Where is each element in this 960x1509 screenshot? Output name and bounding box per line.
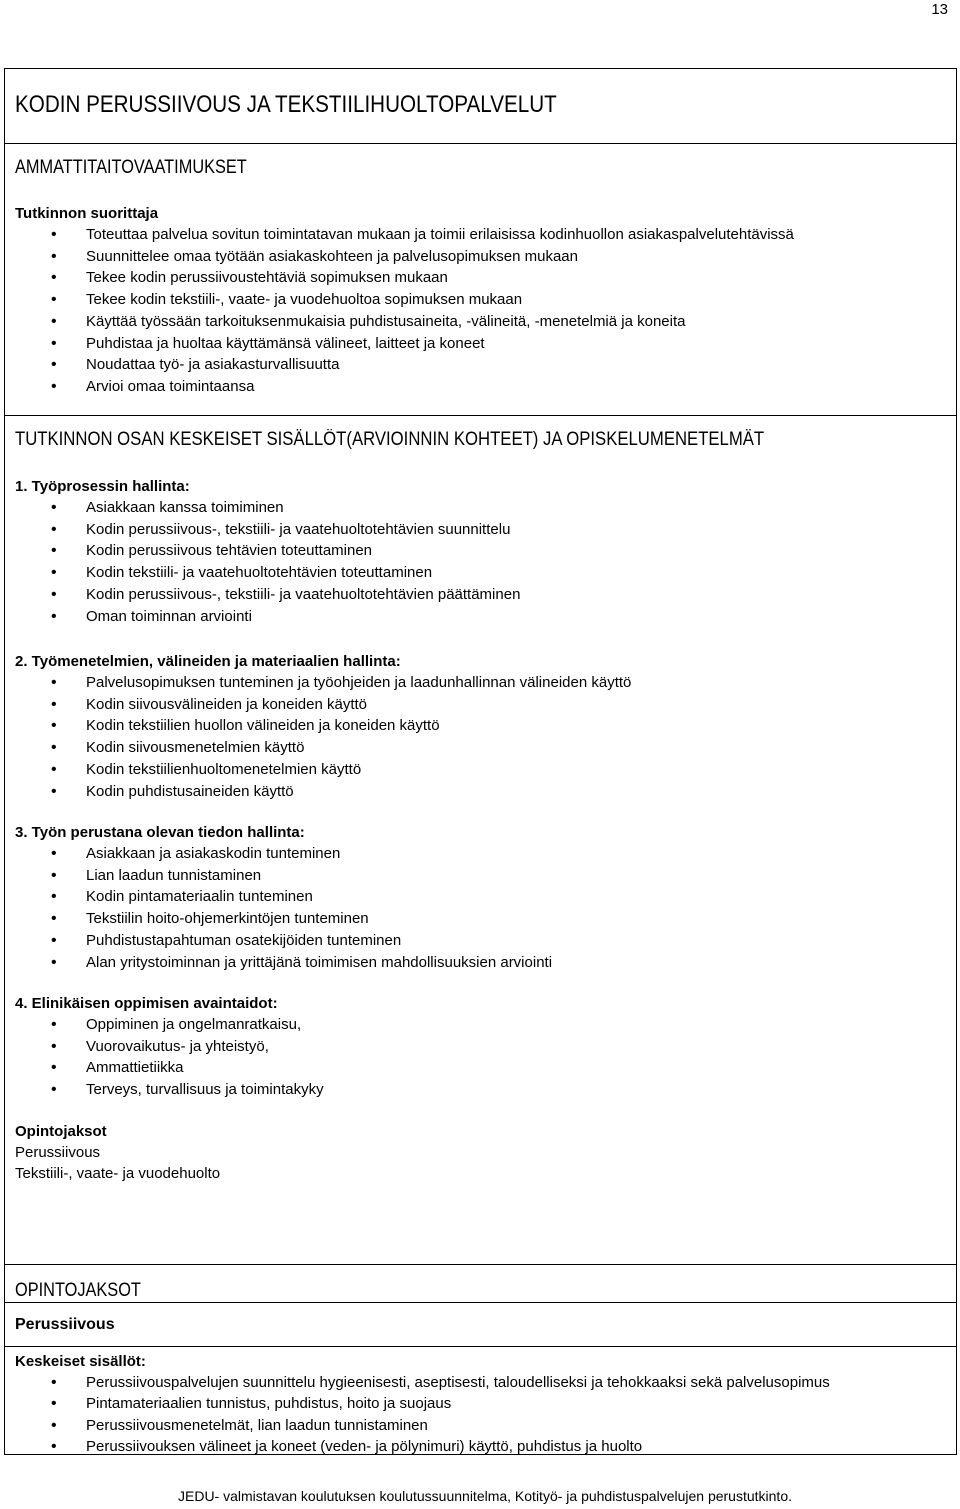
list-item: • Kodin perussiivous-, tekstiili- ja vaatehuoltotehtävien suunnittelu [15,519,946,541]
group-2 [15,651,946,802]
group-3 [15,822,946,973]
list-item: • Perussiivouspalvelujen suunnittelu hygieenisesti, aseptisesti, taloudelliseksi ja tehokkaaksi sekä palvelusopimus [15,1372,946,1393]
study-unit-item: Tekstiili-, vaate- ja vuodehuolto [15,1165,221,1182]
list-item: • Tekee kodin perussiivoustehtäviä sopimuksen mukaan [15,267,946,289]
study-units-label: Opintojaksot [15,1123,107,1140]
group-4 [15,993,946,1101]
units-heading: OPINTOJAKSOT [15,1280,141,1301]
list-item: • Vuorovaikutus- ja yhteistyö, [15,1036,946,1058]
page-title: KODIN PERUSSIIVOUS JA TEKSTIILIHUOLTOPALVELUT [15,91,557,118]
list-item: • Kodin siivousmenetelmien käyttö [15,737,946,759]
title-section [5,69,956,143]
list-item: • Puhdistaa ja huoltaa käyttämänsä välineet, laitteet ja koneet [15,333,946,355]
unit-name: Perussiivous [15,1316,115,1333]
key-content-list [15,1372,946,1458]
group-list [15,843,946,973]
unit-name-block [15,1314,946,1335]
list-item: • Palvelusopimuksen tunteminen ja työohjeiden ja laadunhallinnan välineiden käyttö [15,672,946,694]
list-item: • Alan yritystoiminnan ja yrittäjänä toimimisen mahdollisuuksien arviointi [15,952,946,974]
list-item: • Perussiivousmenetelmät, lian laadun tunnistaminen [15,1415,946,1437]
key-content-section [5,1346,956,1455]
unit-name-section [5,1302,956,1333]
list-item: • Ammattietiikka [15,1057,946,1079]
list-item: • Kodin tekstiilien huollon välineiden ja koneiden käyttö [15,715,946,737]
group-label: 2. Työmenetelmien, välineiden ja materiaalien hallinta: [15,653,401,670]
group-list [15,497,946,627]
list-item: • Kodin pintamateriaalin tunteminen [15,886,946,908]
group-1 [15,476,946,627]
list-item: • Kodin puhdistusaineiden käyttö [15,781,946,803]
group-label: 4. Elinikäisen oppimisen avaintaidot: [15,995,278,1012]
list-item: • Asiakkaan ja asiakaskodin tunteminen [15,843,946,865]
page-number: 13 [931,1,948,18]
list-item: • Asiakkaan kanssa toimiminen [15,497,946,519]
list-item: • Noudattaa työ- ja asiakasturvallisuutta [15,354,946,376]
list-item: • Pintamateriaalien tunnistus, puhdistus, hoito ja suojaus [15,1393,946,1415]
list-item: • Kodin tekstiilienhuoltomenetelmien käyttö [15,759,946,781]
group-list [15,1014,946,1101]
list-item: • Terveys, turvallisuus ja toimintakyky [15,1079,946,1101]
list-item: • Toteuttaa palvelua sovitun toimintatavan mukaan ja toimii erilaisissa kodinhuollon asiakaspalvelutehtävissä [15,224,946,246]
requirements-heading: AMMATTITAITOVAATIMUKSET [15,157,247,178]
candidate-block [15,203,946,398]
list-item: • Tekstiilin hoito-ohjemerkintöjen tunteminen [15,908,946,930]
list-item: • Puhdistustapahtuman osatekijöiden tunteminen [15,930,946,952]
study-units-block [15,1121,946,1184]
key-content-label: Keskeiset sisällöt: [15,1353,146,1370]
candidate-list [15,224,946,398]
units-heading-section [5,1264,956,1301]
list-item: • Käyttää työssään tarkoituksenmukaisia puhdistusaineita, -välineitä, -menetelmiä ja koneita [15,311,946,333]
list-item: • Kodin siivousvälineiden ja koneiden käyttö [15,694,946,716]
key-content-block [15,1351,946,1458]
content-heading: TUTKINNON OSAN KESKEISET SISÄLLÖT(ARVIOINNIN KOHTEET) JA OPISKELUMENETELMÄT [15,429,765,450]
list-item: • Kodin perussiivous tehtävien toteuttaminen [15,540,946,562]
content-section [5,415,956,1265]
list-item: • Oppiminen ja ongelmanratkaisu, [15,1014,946,1036]
document-frame [4,68,957,1455]
requirements-section [5,143,956,416]
list-item: • Tekee kodin tekstiili-, vaate- ja vuodehuoltoa sopimuksen mukaan [15,289,946,311]
list-item: • Suunnittelee omaa työtään asiakaskohteen ja palvelusopimuksen mukaan [15,246,946,268]
list-item: • Kodin tekstiili- ja vaatehuoltotehtävien toteuttaminen [15,562,946,584]
list-item: • Lian laadun tunnistaminen [15,865,946,887]
candidate-label: Tutkinnon suorittaja [15,205,159,222]
group-label: 1. Työprosessin hallinta: [15,478,190,495]
study-unit-item: Perussiivous [15,1144,101,1161]
page-footer: JEDU- valmistavan koulutuksen koulutussuunnitelma, Kotityö- ja puhdistuspalvelujen perustutkinto. [178,1488,792,1504]
group-list [15,672,946,802]
list-item: • Oman toiminnan arviointi [15,606,946,628]
group-label: 3. Työn perustana olevan tiedon hallinta: [15,824,305,841]
list-item: • Perussiivouksen välineet ja koneet (veden- ja pölynimuri) käyttö, puhdistus ja huolto [15,1436,946,1458]
list-item: • Arvioi omaa toimintaansa [15,376,946,398]
list-item: • Kodin perussiivous-, tekstiili- ja vaatehuoltotehtävien päättäminen [15,584,946,606]
